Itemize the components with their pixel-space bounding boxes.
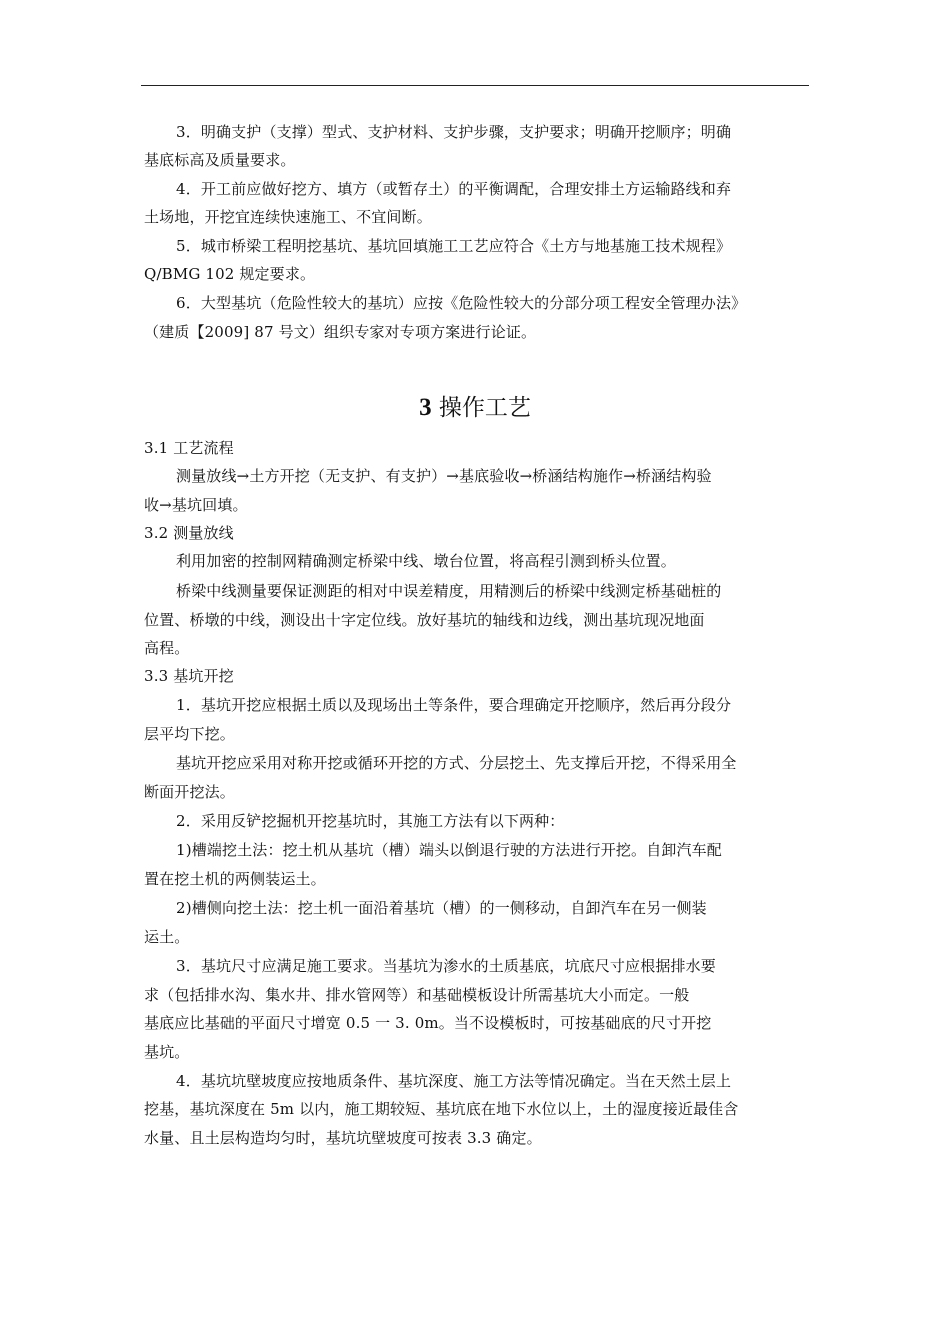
s32-p2-line-3: 高程。 — [144, 639, 190, 657]
chapter-heading — [0, 392, 950, 424]
s33-p7-line-2: 挖基，基坑深度在 5m 以内，施工期较短、基坑底在地下水位以上，土的湿度接近最佳含 — [144, 1100, 739, 1118]
req-4-line-1: 4．开工前应做好挖方、填方（或暂存土）的平衡调配，合理安排土方运输路线和弃 — [176, 180, 732, 198]
s33-p6-line-4: 基坑。 — [144, 1043, 190, 1061]
req-3-line-1: 3．明确支护（支撑）型式、支护材料、支护步骤，支护要求；明确开挖顺序；明确 — [176, 123, 732, 141]
s32-p2-line-2: 位置、桥墩的中线，测设出十字定位线。放好基坑的轴线和边线，测出基坑现况地面 — [144, 611, 705, 629]
s33-p1-line-2: 层平均下挖。 — [144, 725, 235, 743]
s32-p1: 利用加密的控制网精确测定桥梁中线、墩台位置，将高程引测到桥头位置。 — [176, 552, 676, 570]
s33-p2-line-2: 断面开挖法。 — [144, 783, 235, 801]
req-5-line-1: 5．城市桥梁工程明挖基坑、基坑回填施工工艺应符合《土方与地基施工技术规程》 — [176, 237, 732, 255]
s33-p6-line-2: 求（包括排水沟、集水井、排水管网等）和基础模板设计所需基坑大小而定。一般 — [144, 986, 690, 1004]
s33-p7-line-3: 水量、且土层构造均匀时，基坑坑壁坡度可按表 3.3 确定。 — [144, 1129, 542, 1147]
s32-p2-line-1: 桥梁中线测量要保证测距的相对中误差精度，用精测后的桥梁中线测定桥基础桩的 — [176, 582, 722, 600]
s31-line-2: 收→基坑回填。 — [144, 496, 248, 514]
req-6-line-1: 6．大型基坑（危险性较大的基坑）应按《危险性较大的分部分项工程安全管理办法》 — [176, 294, 747, 312]
s33-p4-line-1: 1)槽端挖土法：挖土机从基坑（槽）端头以倒退行驶的方法进行开挖。自卸汽车配 — [176, 841, 722, 859]
req-4-line-2: 土场地，开挖宜连续快速施工、不宜间断。 — [144, 208, 432, 226]
s33-p2-line-1: 基坑开挖应采用对称开挖或循环开挖的方式、分层挖土、先支撑后开挖，不得采用全 — [176, 754, 737, 772]
s33-p1-line-1: 1．基坑开挖应根据土质以及现场出土等条件，要合理确定开挖顺序，然后再分段分 — [176, 696, 732, 714]
section-3-2-title: 3.2 测量放线 — [144, 524, 234, 542]
req-6-line-2: （建质【2009] 87 号文）组织专家对专项方案进行论证。 — [144, 323, 537, 341]
section-3-1-title: 3.1 工艺流程 — [144, 439, 234, 457]
s31-line-1: 测量放线→土方开挖（无支护、有支护）→基底验收→桥涵结构施作→桥涵结构验 — [176, 467, 712, 485]
s33-p6-line-1: 3．基坑尺寸应满足施工要求。当基坑为渗水的土质基底，坑底尺寸应根据排水要 — [176, 957, 716, 975]
header-rule — [141, 85, 809, 86]
chapter-number: 3 — [419, 394, 432, 421]
s33-p5-line-1: 2)槽侧向挖土法：挖土机一面沿着基坑（槽）的一侧移动，自卸汽车在另一侧装 — [176, 899, 707, 917]
s33-p6-line-3: 基底应比基础的平面尺寸增宽 0.5 一 3. 0m。当不设模板时，可按基础底的尺寸开挖 — [144, 1014, 712, 1032]
section-3-3-title: 3.3 基坑开挖 — [144, 667, 234, 685]
s33-p3: 2．采用反铲挖掘机开挖基坑时，其施工方法有以下两种： — [176, 812, 565, 830]
req-5-line-2: Q/BMG 102 规定要求。 — [144, 265, 316, 283]
s33-p4-line-2: 置在挖土机的两侧装运土。 — [144, 870, 326, 888]
s33-p7-line-1: 4．基坑坑壁坡度应按地质条件、基坑深度、施工方法等情况确定。当在天然土层上 — [176, 1072, 732, 1090]
req-3-line-2: 基底标高及质量要求。 — [144, 151, 296, 169]
chapter-title: 操作工艺 — [438, 395, 531, 421]
s33-p5-line-2: 运土。 — [144, 928, 190, 946]
